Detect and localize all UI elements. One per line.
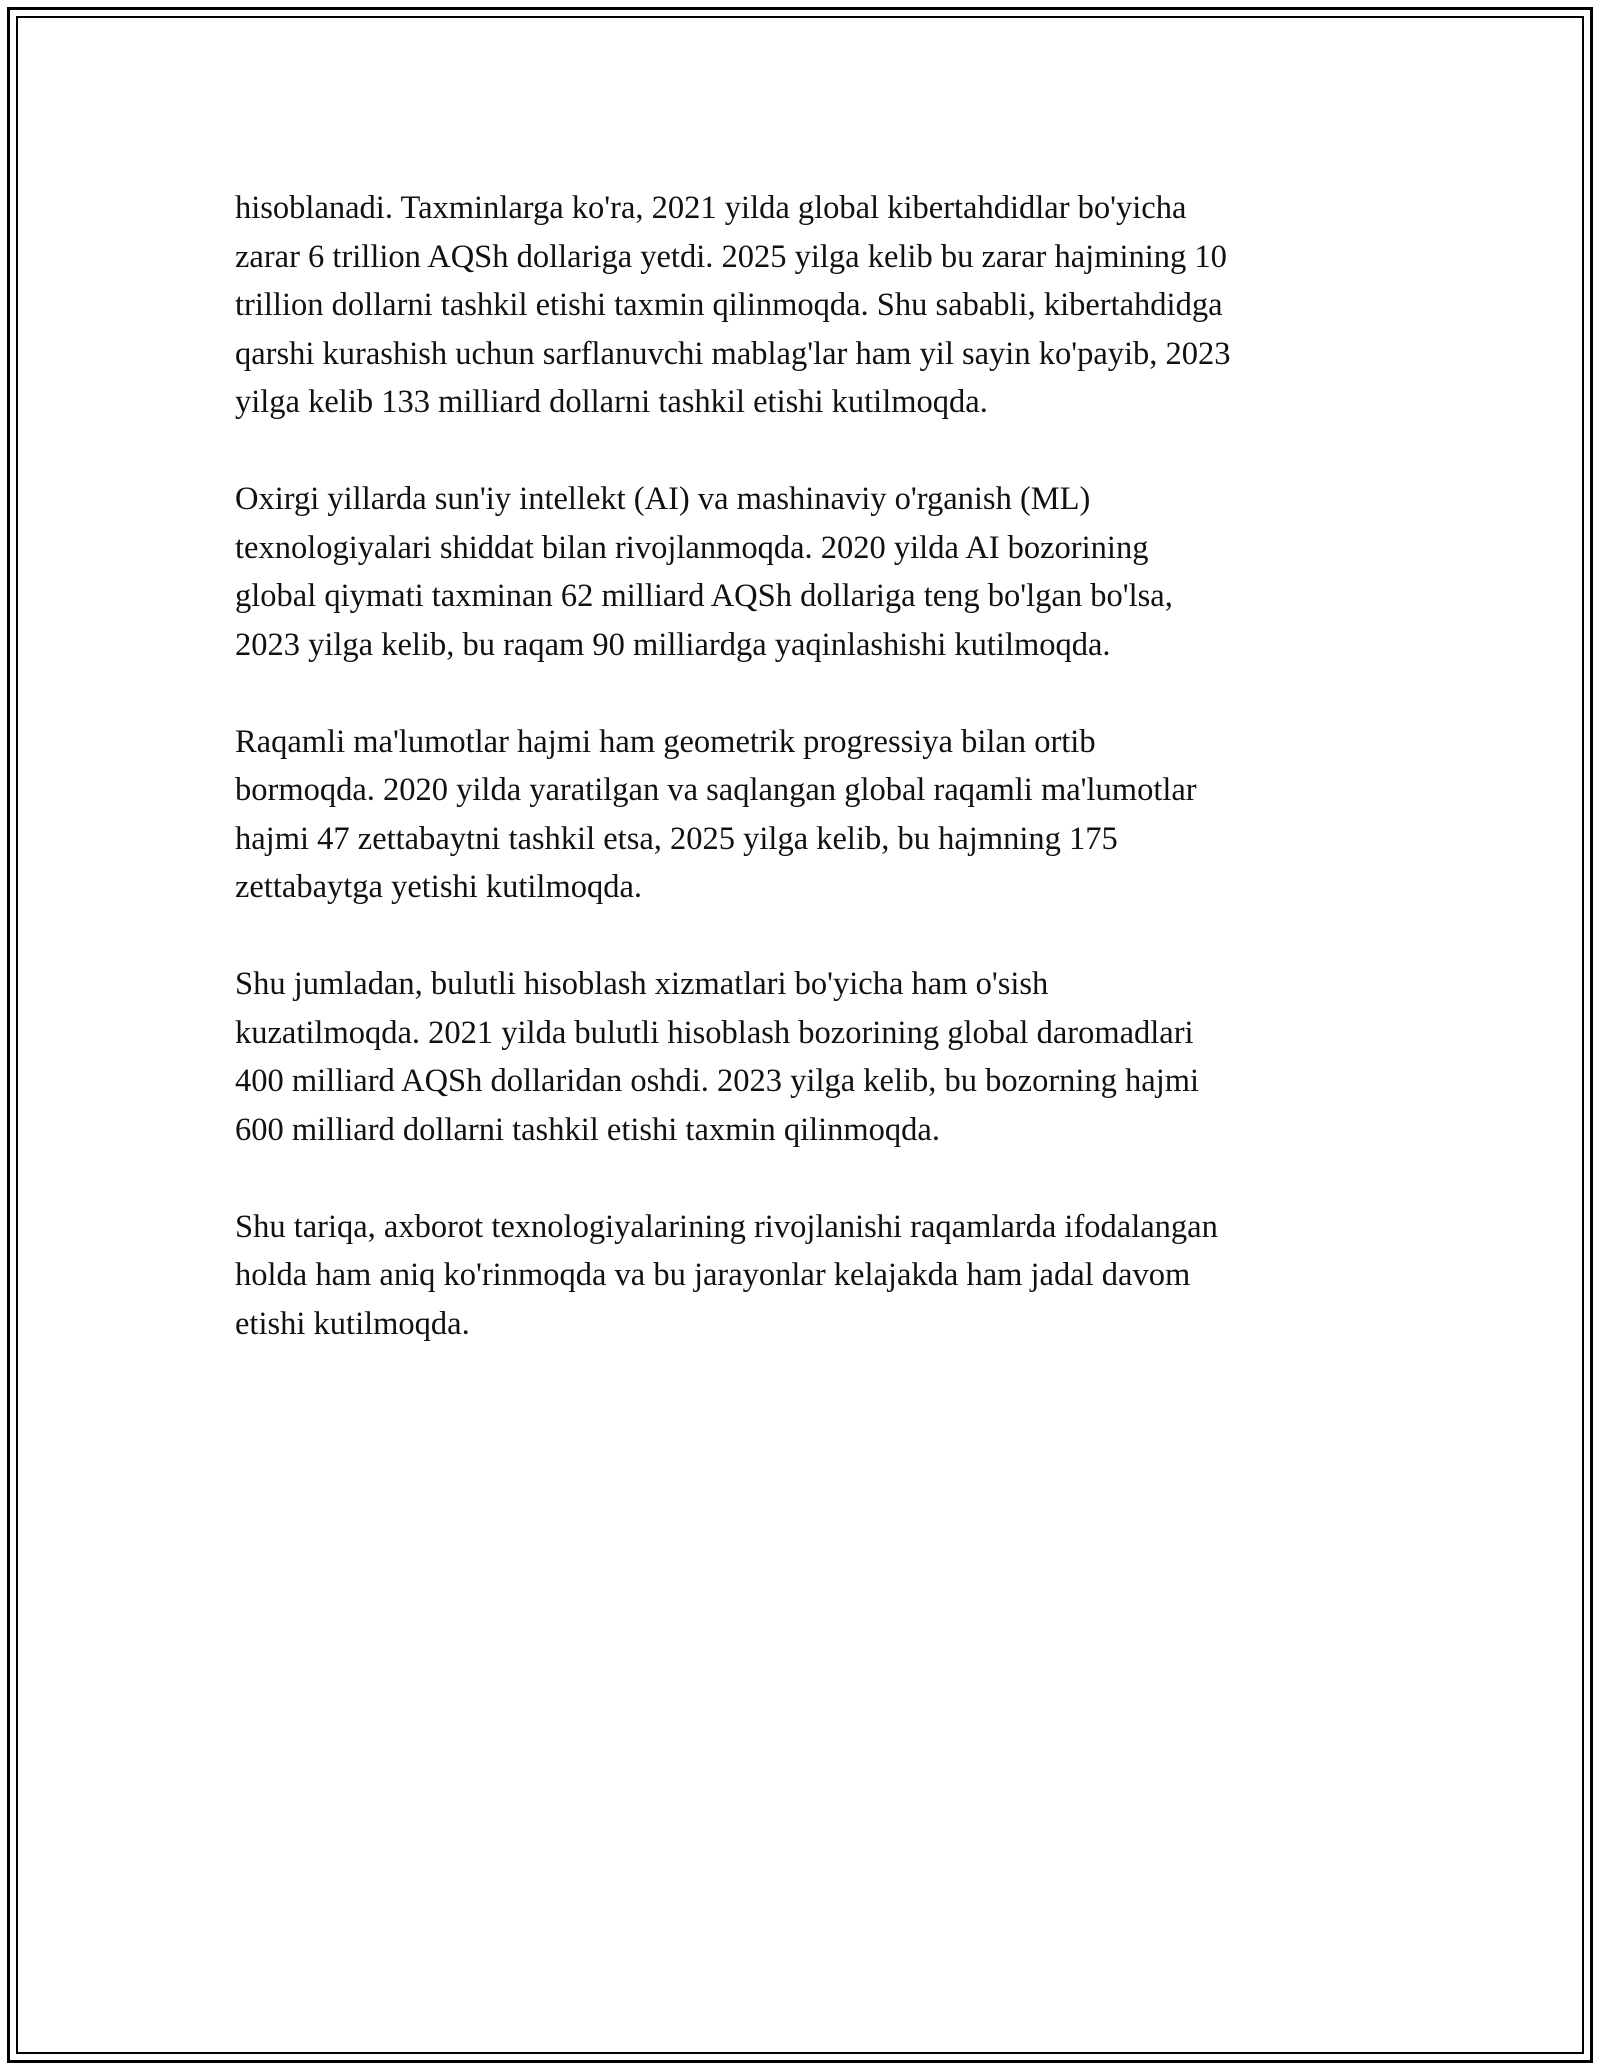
text-line: hisoblanadi. Taxminlarga ko'ra, 2021 yilda global kibertahdidlar bo'yicha (235, 190, 1187, 226)
paragraph-ai-ml (235, 475, 1385, 669)
text-line: 600 milliard dollarni tashkil etishi taxmin qilinmoqda. (235, 1111, 940, 1148)
text-line: zarar 6 trillion AQSh dollariga yetdi. 2025 yilga kelib bu zarar hajmining 10 (235, 238, 1227, 275)
paragraph-conclusion (235, 1203, 1385, 1349)
text-line: holda ham aniq ko'rinmoqda va bu jarayonlar kelajakda ham jadal davom (235, 1257, 1191, 1293)
text-line: 2023 yilga kelib, bu raqam 90 milliardga yaqinlashishi kutilmoqda. (235, 626, 1111, 663)
text-line: Raqamli ma'lumotlar hajmi ham geometrik progressiya bilan ortib (235, 723, 1096, 760)
text-line: 400 milliard AQSh dollaridan oshdi. 2023 yilga kelib, bu bozorning hajmi (235, 1063, 1200, 1099)
text-line: kuzatilmoqda. 2021 yilda bulutli hisoblash bozorining global daromadlari (235, 1014, 1194, 1051)
text-line: Shu tariqa, axborot texnologiyalarining rivojlanishi raqamlarda ifodalangan (235, 1208, 1218, 1245)
text-line: trillion dollarni tashkil etishi taxmin qilinmoqda. Shu sababli, kibertahdidga (235, 287, 1223, 323)
text-line: yilga kelib 133 milliard dollarni tashkil etishi kutilmoqda. (235, 384, 988, 420)
document-body (235, 184, 1385, 1397)
text-line: hajmi 47 zettabaytni tashkil etsa, 2025 yilga kelib, bu hajmning 175 (235, 820, 1118, 857)
paragraph-cloud-computing (235, 960, 1385, 1154)
text-line: qarshi kurashish uchun sarflanuvchi mablag'lar ham yil sayin ko'payib, 2023 (235, 335, 1231, 372)
text-line: etishi kutilmoqda. (235, 1305, 470, 1342)
text-line: bormoqda. 2020 yilda yaratilgan va saqlangan global raqamli ma'lumotlar (235, 772, 1197, 808)
text-line: Shu jumladan, bulutli hisoblash xizmatlari bo'yicha ham o'sish (235, 966, 1049, 1002)
text-line: zettabaytga yetishi kutilmoqda. (235, 869, 643, 905)
paragraph-cybersecurity (235, 184, 1385, 427)
text-line: Oxirgi yillarda sun'iy intellekt (AI) va mashinaviy o'rganish (ML) (235, 481, 1091, 517)
text-line: global qiymati taxminan 62 milliard AQSh dollariga teng bo'lgan bo'lsa, (235, 578, 1173, 614)
text-line: texnologiyalari shiddat bilan rivojlanmoqda. 2020 yilda AI bozorining (235, 529, 1149, 566)
paragraph-digital-data (235, 718, 1385, 912)
